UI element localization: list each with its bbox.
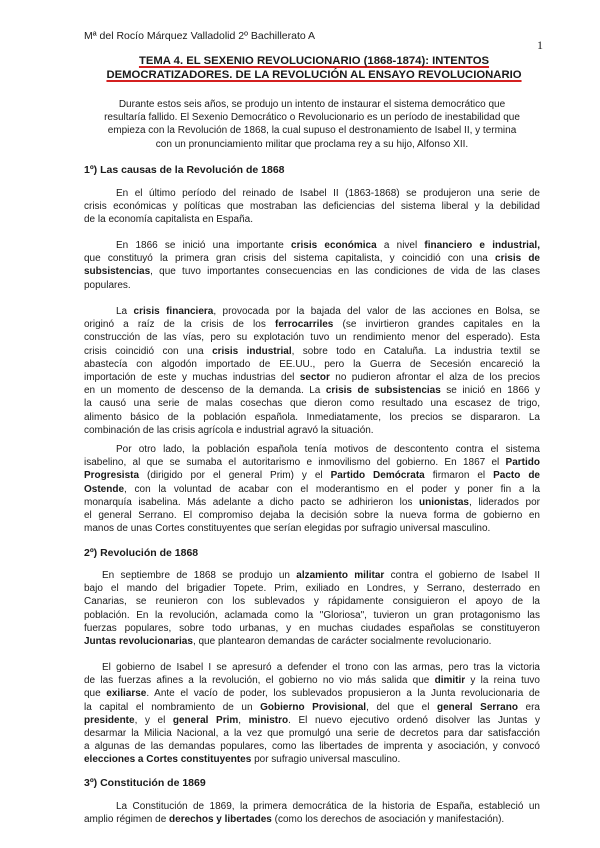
bold-term: unionistas <box>418 496 469 508</box>
section-1-paragraph-4 <box>84 443 540 535</box>
text-run: , <box>238 714 249 726</box>
text-run: , con la voluntad de acabar con el moderantismo en el poder y poner fin a la <box>124 483 540 495</box>
page-header-author: Mª del Rocío Márquez Valladolid 2º Bachillerato A <box>84 30 316 42</box>
bold-term: crisis de <box>495 253 540 265</box>
text-line <box>84 456 540 469</box>
section-1-paragraph-3 <box>84 305 540 437</box>
bold-term: Ostende <box>84 483 125 495</box>
text-run: no pudieron afrontar el alza de los precios <box>329 372 540 384</box>
text-line <box>84 305 540 318</box>
page-number: 1 <box>537 38 543 52</box>
bold-term: Pacto de <box>493 470 540 482</box>
text-line: población. En la revolución, aclamada como la "Gloriosa", tuvieron un gran protagonismo las <box>84 609 540 621</box>
bold-term: Gobierno Provisional <box>260 701 367 713</box>
text-line <box>84 753 540 766</box>
text-run: , que plantearon demandas de carácter socialmente revolucionario. <box>192 636 492 648</box>
text-run: en un momento de descenso de la demanda. La <box>84 385 326 397</box>
text-line: el general Serrano. El compromiso dejaba la decisión sobre la nueva forma de gobierno en <box>84 510 540 522</box>
bold-term: Juntas revolucionarias <box>84 636 193 648</box>
text-line: de la economía capitalista en España. <box>84 214 253 226</box>
text-run: que <box>84 688 107 700</box>
bold-term: subsistencias <box>84 266 151 278</box>
bold-term: Partido <box>505 457 540 469</box>
text-run: isabelino, al que se sumaba el autoritarismo e inmovilismo del gobierno. En 1867 el <box>84 457 506 469</box>
text-run: monarquía isabelina. Más adelante a dicho pacto se adhirieron los <box>84 496 419 508</box>
text-line <box>84 687 540 700</box>
text-run: por sufragio universal masculino. <box>251 754 401 766</box>
section-1-paragraph-1 <box>84 187 540 227</box>
text-line <box>84 714 540 727</box>
section-3-paragraph-1 <box>84 800 540 826</box>
bold-term: ministro <box>248 714 289 726</box>
text-line <box>84 265 540 278</box>
text-line: El gobierno de Isabel I se apresuró a defender el trono con las armas, pero tras la victoria <box>102 662 540 673</box>
text-run: En septiembre de 1868 se produjo un <box>102 570 297 581</box>
text-line: manos de unas Cortes constituyentes que serían elegidas por sufragio universal masculino. <box>84 523 491 535</box>
text-line: abastecía con algodón importado de EE.UU., pero la Guerra de Secesión encareció la <box>84 358 540 370</box>
text-line <box>84 371 540 384</box>
text-line <box>84 674 540 687</box>
title-line-2: DEMOCRATIZADORES. DE LA REVOLUCIÓN AL ENSAYO REVOLUCIONARIO <box>106 69 522 81</box>
text-run: de las fuerzas afines a la revolución, el gobierno no vio más salida que <box>84 675 435 687</box>
text-run: (dirigido por el general Prim) y el <box>139 470 331 482</box>
text-run: . Ante el vacío de poder, los sublevados propusieron a la Junta revolucionaria de <box>146 688 540 700</box>
section-2-paragraph-1 <box>84 569 540 648</box>
text-line <box>84 239 540 252</box>
text-line: la causó una serie de malas cosechas que dieron como resultado una escasez de trigo, <box>84 398 540 410</box>
text-line: crisis económicas y políticas que mostraban las deficiencias del sistema liberal y la debilidad <box>84 201 540 213</box>
bold-term: Partido Demócrata <box>330 470 425 482</box>
section-2-paragraph-2 <box>84 661 540 767</box>
text-run: , provocada por la bajada del valor de las acciones en Bolsa, se <box>213 306 540 317</box>
text-run: , del que el <box>366 701 437 713</box>
text-line <box>84 813 540 826</box>
text-line: alimento básico de la población española. Inmediatamente, los precios se dispararon. La <box>84 411 540 423</box>
document-title <box>86 54 542 82</box>
bold-term: ferrocarriles <box>274 319 334 331</box>
text-run: , que tuvo importantes consecuencias en las condiciones de vida de las clases <box>150 266 540 278</box>
text-run: . El nuevo ejecutivo ordenó disolver las Juntas y <box>288 714 540 726</box>
bold-term: alzamiento militar <box>296 570 385 581</box>
text-run: En 1866 se inició una importante <box>116 240 292 251</box>
bold-term: sector <box>299 372 330 384</box>
text-run: , sobre todo en Cataluña. La industria textil se <box>291 345 541 357</box>
text-line: bajo el mando del brigadier Topete. Prim, exiliado en Londres, y Serrano, desterrado en <box>84 583 540 595</box>
bold-term: crisis industrial <box>212 345 292 357</box>
bold-term: crisis económica <box>291 240 377 251</box>
text-line <box>84 701 540 714</box>
text-line <box>84 483 540 496</box>
text-run: originó a raíz de la crisis de los <box>84 319 275 331</box>
section-1-paragraph-2 <box>84 239 540 292</box>
bold-term: crisis de subsistencias <box>325 385 441 397</box>
text-run: se inició en 1866 y <box>440 385 540 397</box>
text-line: En el último período del reinado de Isabel II (1863-1868) se produjeron una serie de <box>116 188 540 199</box>
bold-term: presidente <box>84 714 135 726</box>
text-run: , y el <box>134 714 173 726</box>
bold-term: general Prim <box>172 714 239 726</box>
text-line <box>84 384 540 397</box>
text-run: contra el gobierno de Isabel II <box>384 570 540 581</box>
text-line: populares. <box>84 279 131 291</box>
text-line: Canarias, se reunieron con los sublevados y rápidamente consiguieron el apoyo de la <box>84 596 540 608</box>
text-run: que constituyó la primera gran crisis del sistema capitalista, y coincidió con una <box>84 253 496 265</box>
intro-line: resultaría fallido. El Sexenio Democrático o Revolucionario es un período de inestabilidad que <box>104 112 520 124</box>
bold-term: exiliarse <box>106 688 147 700</box>
text-run: y la reina tuvo <box>465 675 540 687</box>
text-line: fuerzas populares, sobre todo urbanas, y en muchas ciudades españolas se constituyeron <box>84 622 540 634</box>
text-run: amplio régimen de <box>84 814 170 826</box>
text-line <box>84 318 540 331</box>
text-line <box>84 635 540 648</box>
intro-line: Durante estos seis años, se produjo un intento de instaurar el sistema democrático que <box>118 99 506 110</box>
text-line <box>84 469 540 482</box>
bold-term: Progresista <box>84 470 140 482</box>
text-run: (como los derechos de asociación y manifestación). <box>271 814 505 826</box>
text-run: crisis coincidió con una <box>84 345 213 357</box>
text-line <box>84 345 540 358</box>
bold-term: general Serrano <box>437 701 518 713</box>
text-line: combinación de las crisis agrícola e industrial agravó la situación. <box>84 424 374 436</box>
text-line <box>84 252 540 265</box>
title-line-1: TEMA 4. EL SEXENIO REVOLUCIONARIO (1868-1874): INTENTOS <box>138 55 490 67</box>
text-line: Por otro lado, la población española tenía motivos de descontento contra el sistema <box>116 444 540 455</box>
text-run: la capital el nombramiento de un <box>84 701 261 713</box>
section-2-heading: 2º) Revolución de 1868 <box>84 547 199 559</box>
text-line: La Constitución de 1869, la primera democrática de la historia de España, estableció un <box>116 801 540 812</box>
text-run: (se invirtieron grandes capitales en la <box>333 319 540 331</box>
bold-term: crisis financiera <box>133 306 214 317</box>
text-run: importación de este y muchas industrias del <box>84 372 300 384</box>
text-line: desarmar la Milicia Nacional, a la vez que promulgó una serie de decretos para dar satisfacción <box>84 728 540 740</box>
intro-line: empieza con la Revolución de 1868, la cual supuso el destronamiento de Isabel II, y termina <box>107 125 517 137</box>
text-line <box>84 496 540 509</box>
text-line <box>84 569 540 582</box>
intro-line: con un pronunciamiento militar que proclama rey a su hijo, Alfonso XII. <box>155 138 469 150</box>
text-run: era <box>517 701 540 713</box>
bold-term: elecciones a Cortes constituyentes <box>84 754 252 766</box>
text-run: firmaron el <box>424 470 494 482</box>
section-1-heading: 1º) Las causas de la Revolución de 1868 <box>84 164 285 176</box>
text-line: construcción de las vías, pero su explotación tuvo un rendimiento menor del esperado). Esta <box>84 332 540 344</box>
text-run: , liderados por <box>469 496 540 508</box>
intro-paragraph <box>84 98 540 151</box>
bold-term: derechos y libertades <box>169 814 272 826</box>
text-line: a algunas de las demandas populares, como las libertades de imprenta y asociación, y convocó <box>84 741 540 753</box>
section-3-heading: 3º) Constitución de 1869 <box>84 777 206 789</box>
bold-term: financiero e industrial, <box>424 240 540 251</box>
text-run: a nivel <box>376 240 425 251</box>
bold-term: dimitir <box>434 675 466 687</box>
text-run: La <box>116 306 134 317</box>
